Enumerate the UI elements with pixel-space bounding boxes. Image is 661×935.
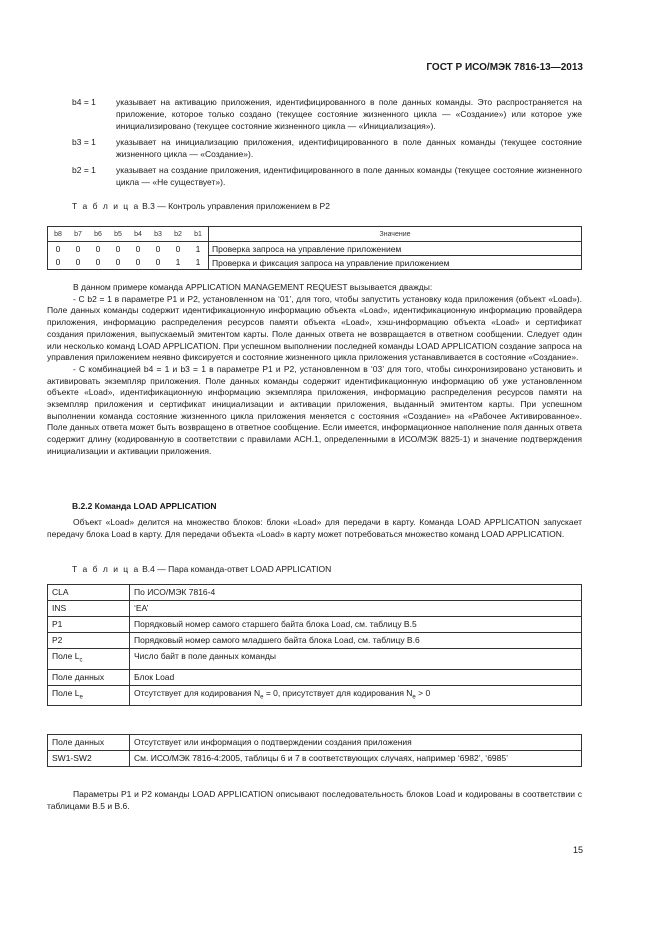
definition-b4 (72, 96, 582, 132)
bit-cell: 0 (108, 242, 128, 256)
header-b5: b5 (108, 227, 128, 242)
bit-cell: 1 (188, 256, 209, 270)
field-name: CLA (48, 585, 130, 601)
table-header-row (48, 227, 582, 242)
field-value: Отсутствует или информация о подтверждении создания приложения (130, 735, 582, 751)
table-row (48, 242, 582, 256)
caption-prefix: Т а б л и ц а (72, 564, 140, 574)
field-name: P2 (48, 633, 130, 649)
table-response (47, 734, 582, 767)
table-b3-caption (72, 201, 330, 211)
paragraph: Объект «Load» делится на множество блоков: блоки «Load» для передачи в карту. Команда LOAD APPLICATION запускает передачу блока Load в карту. Для передачи объекта «Load» в карту может потребоваться множество команд LOAD APPLICATION. (47, 517, 582, 539)
meaning-cell: Проверка и фиксация запроса на управление приложением (209, 256, 582, 270)
paragraph: Параметры Р1 и Р2 команды LOAD APPLICATION описывают последовательность блоков Load и кодированы в соответствии с таблицами В.5 и В.6. (47, 789, 582, 811)
table-row (48, 649, 582, 670)
field-name: Поле данных (48, 669, 130, 685)
table-row (48, 256, 582, 270)
bit-cell: 0 (148, 256, 168, 270)
bit-cell: 0 (48, 242, 69, 256)
table-row (48, 601, 582, 617)
meaning-cell: Проверка запроса на управление приложением (209, 242, 582, 256)
page-number: 15 (572, 845, 583, 855)
example-description (47, 282, 582, 458)
section-body (47, 517, 582, 540)
definition-b2 (72, 164, 582, 188)
field-name: SW1-SW2 (48, 751, 130, 767)
definition-b3 (72, 136, 582, 160)
field-value: См. ИСО/МЭК 7816-4:2005, таблицы 6 и 7 в соответствующих случаях, например ‘6982’, ‘6985’ (130, 751, 582, 767)
closing-paragraph (47, 789, 582, 812)
lc-label: Поле L (52, 651, 80, 661)
header-meaning: Значение (209, 227, 582, 242)
paragraph: В данном примере команда APPLICATION MANAGEMENT REQUEST вызывается дважды: (73, 282, 433, 292)
table-b4-caption (72, 564, 331, 574)
le-sub-b: e (412, 694, 416, 701)
bit-cell: 1 (188, 242, 209, 256)
lc-sub: c (79, 657, 83, 664)
table-row (48, 633, 582, 649)
table-row (48, 685, 582, 706)
bit-cell: 0 (88, 256, 108, 270)
table-b4 (47, 584, 582, 706)
header-b7: b7 (68, 227, 88, 242)
field-name: P1 (48, 617, 130, 633)
bit-cell: 1 (168, 256, 188, 270)
field-value: Порядковый номер самого младшего байта блока Load, см. таблицу В.6 (130, 633, 582, 649)
le-sub-a: e (260, 694, 264, 701)
table-b3 (47, 226, 582, 270)
paragraph: - С комбинацией b4 = 1 и b3 = 1 в параметре Р1 и Р2, установленном в ‘03’ для того, чтобы синхронизировано установить и активировать экземпляр приложения. Поле данных команды содержит идентификационную информацию об уже установленном объекте «Load», идентификационную информацию экземпляра приложения, информацию распределения ресурсов памяти на экземпляр приложения и сертификат инициализации и активации приложения, выданный эмитентом карты. При успешном выполнении команда состояние жизненного цикла приложения меняется с состояния «Создание» на «Рабочее Активированное». Поле данных ответа может быть возвращено в ответное сообщение. Если имеется, информационное наполнение поля данных ответа содержит длину (кодированную в соответствии с правилами АСН.1, определенными в ИСО/МЭК 8825-1) и значение подтверждения инициализации и активации приложения. (47, 363, 582, 456)
field-name (48, 649, 130, 670)
bit-cell: 0 (148, 242, 168, 256)
header-b2: b2 (168, 227, 188, 242)
field-name: Поле данных (48, 735, 130, 751)
bit-cell: 0 (68, 242, 88, 256)
field-value: По ИСО/МЭК 7816-4 (130, 585, 582, 601)
table-row (48, 735, 582, 751)
le-text-c: > 0 (415, 687, 431, 698)
field-value: ‘EA’ (130, 601, 582, 617)
table-row (48, 751, 582, 767)
paragraph: - С b2 = 1 в параметре Р1 и Р2, установленном на ‘01’, для того, чтобы запустить установку кода приложения (объект «Load»). Поле данных команды содержит идентификационную информацию объекта «Load», идентификационную информацию провайдера приложения, информацию распределения ресурсов памяти объекта «Load», хэш-информацию объекта «Load» и сертификат создания приложения, выпускаемый эмитентом карты. Поле данных ответа не возвращается в ответном сообщении. Следует один или несколько команд LOAD APPLICATION. При успешном выполнении последней команды LOAD APPLICATION создание запроса на управления приложением неявно фиксируется и состояние жизненного цикла приложения устанавливается в состояние «Создание». (47, 293, 582, 363)
field-name: INS (48, 601, 130, 617)
header-b1: b1 (188, 227, 209, 242)
bit-definitions (72, 96, 582, 192)
le-label: Поле L (52, 687, 80, 698)
document-header: ГОСТ Р ИСО/МЭК 7816-13—2013 (426, 62, 583, 73)
field-value: Порядковый номер самого старшего байта блока Load, см. таблицу В.5 (130, 617, 582, 633)
bit-cell: 0 (48, 256, 69, 270)
table-row (48, 617, 582, 633)
field-value (130, 685, 582, 706)
header-b3: b3 (148, 227, 168, 242)
bit-cell: 0 (68, 256, 88, 270)
bit-cell: 0 (168, 242, 188, 256)
definition-key: b2 = 1 (72, 165, 96, 175)
header-b8: b8 (48, 227, 69, 242)
bit-cell: 0 (128, 256, 148, 270)
table-row (48, 585, 582, 601)
definition-text: указывает на активацию приложения, идентифицированного в поле данных команды. Это распространяется на приложение, которое только создано (текущее состояние жизненного цикла — «Создание») или которое уже инициализировано (текущее состояние жизненного цикла — «Инициализация»). (116, 97, 582, 131)
bit-cell: 0 (108, 256, 128, 270)
le-sub: e (79, 694, 83, 701)
le-text-b: = 0, присутствует для кодирования N (263, 687, 413, 698)
bit-cell: 0 (88, 242, 108, 256)
definition-key: b3 = 1 (72, 137, 96, 147)
definition-text: указывает на инициализацию приложения, идентифицированного в поле данных команды (текущее состояние жизненного цикла — «Создание»). (116, 137, 582, 159)
header-b4: b4 (128, 227, 148, 242)
header-b6: b6 (88, 227, 108, 242)
field-name (48, 685, 130, 706)
le-text-a: Отсутствует для кодирования N (134, 687, 261, 698)
field-value: Число байт в поле данных команды (130, 649, 582, 670)
caption-prefix: Т а б л и ц а (72, 201, 140, 211)
section-title: В.2.2 Команда LOAD APPLICATION (72, 501, 217, 511)
caption-text: В.4 — Пара команда-ответ LOAD APPLICATION (139, 564, 332, 574)
definition-key: b4 = 1 (72, 97, 96, 107)
bit-cell: 0 (128, 242, 148, 256)
field-value: Блок Load (130, 669, 582, 685)
caption-text: В.3 — Контроль управления приложением в Р2 (139, 201, 330, 211)
definition-text: указывает на создание приложения, идентифицированного в поле данных команды (текущее состояние жизненного цикла — «Не существует»). (116, 165, 582, 187)
table-row (48, 669, 582, 685)
